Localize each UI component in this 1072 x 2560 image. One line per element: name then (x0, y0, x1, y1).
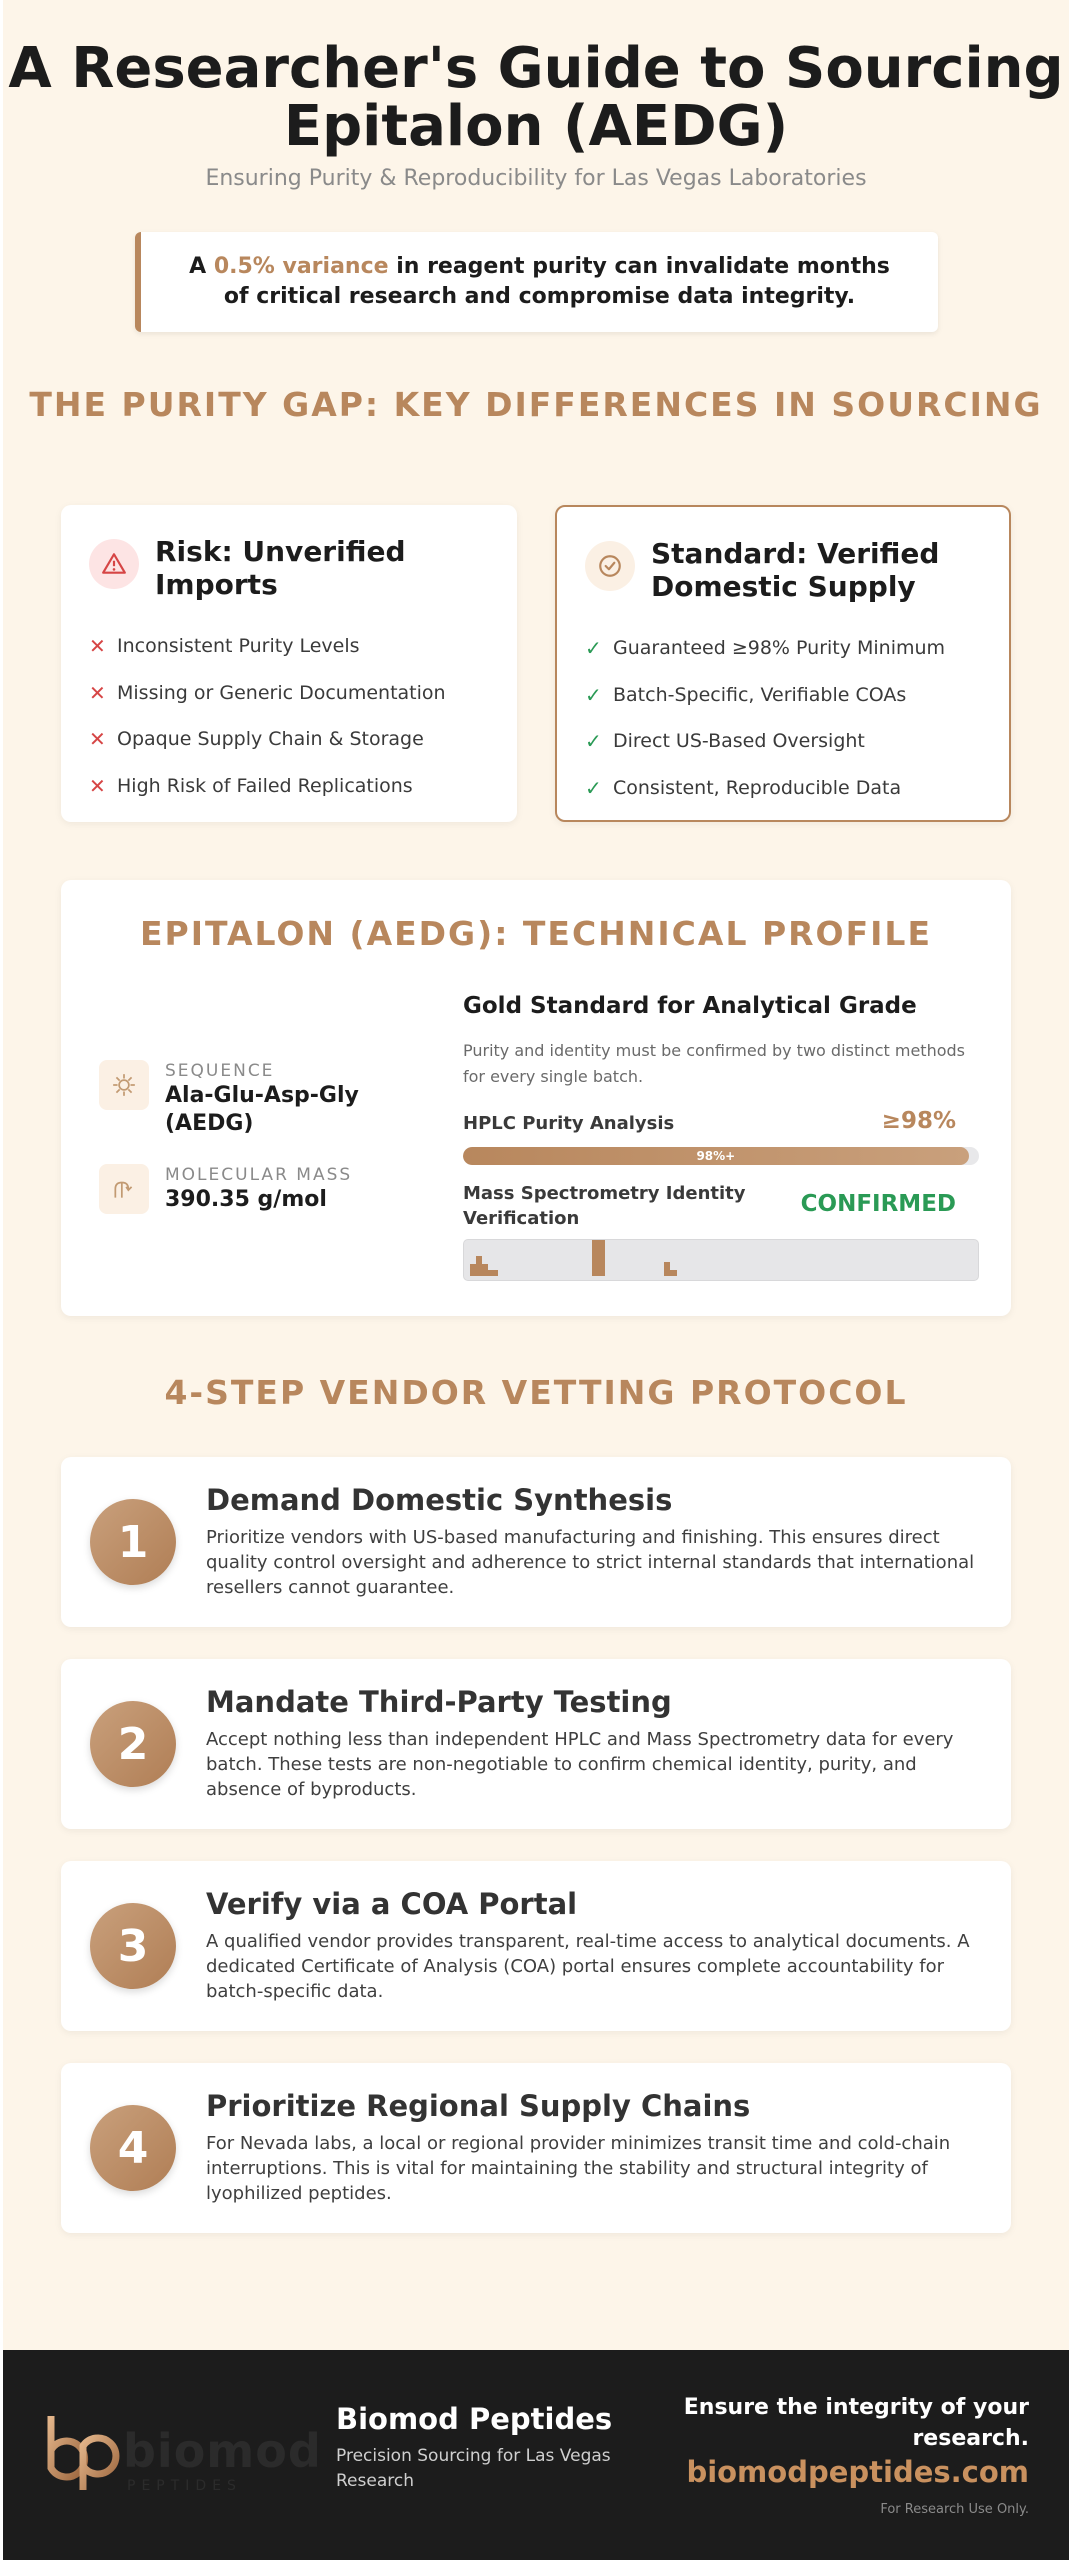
step-title: Demand Domestic Synthesis (206, 1483, 673, 1517)
mass-spectrum-graphic (463, 1239, 979, 1281)
list-item (89, 623, 489, 670)
step-card (61, 1659, 1011, 1829)
sequence-value: Ala-Glu-Asp-Gly (AEDG) (165, 1083, 359, 1136)
callout-prefix: A (189, 254, 214, 279)
research-use-note: For Research Use Only. (880, 2502, 1029, 2517)
list-item-text: Guaranteed ≥98% Purity Minimum (613, 637, 946, 660)
hplc-value: ≥98% (881, 1108, 956, 1134)
check-circle-icon (585, 541, 635, 591)
step-title: Prioritize Regional Supply Chains (206, 2089, 751, 2123)
ms-label: Mass Spectrometry Identity Verification (463, 1183, 746, 1229)
checkmark-icon: ✓ (585, 636, 602, 661)
step-number-badge: 1 (90, 1499, 176, 1585)
ms-value: CONFIRMED (800, 1191, 956, 1217)
mass-spec (99, 1164, 352, 1214)
list-item-text: Missing or Generic Documentation (117, 681, 446, 704)
hplc-label: HPLC Purity Analysis (463, 1113, 675, 1134)
logo-subtext: PEPTIDES (127, 2478, 242, 2494)
brand-tagline: Precision Sourcing for Las Vegas Research (336, 2446, 611, 2491)
scale-icon (99, 1164, 149, 1214)
hplc-progress-bar (463, 1147, 979, 1165)
standard-list (585, 625, 981, 811)
list-item-text: Direct US-Based Oversight (613, 730, 865, 753)
gold-standard-desc: Purity and identity must be confirmed by two distinct methods for every single batch. (463, 1041, 965, 1086)
step-card (61, 2063, 1011, 2233)
risk-card (61, 505, 517, 822)
risk-card-title: Risk: Unverified Imports (155, 535, 406, 601)
callout-suffix: in reagent purity can invalidate months of critical research and compromise data integrity. (223, 254, 890, 309)
list-item-text: High Risk of Failed Replications (117, 774, 413, 797)
technical-profile-heading: EPITALON (AEDG): TECHNICAL PROFILE (139, 914, 933, 953)
hplc-progress-fill: 98%+ (463, 1147, 969, 1165)
step-card (61, 1457, 1011, 1627)
page (3, 0, 1069, 2560)
list-item (89, 670, 489, 717)
mass-label: MOLECULAR MASS (165, 1165, 353, 1185)
list-item-text: Batch-Specific, Verifiable COAs (613, 683, 907, 706)
list-item (585, 718, 981, 765)
variance-callout (135, 232, 938, 332)
footer-cta: Ensure the integrity of your research. (683, 2395, 1029, 2451)
risk-list (89, 623, 489, 809)
checkmark-icon: ✓ (585, 682, 602, 707)
standard-card-header (585, 537, 981, 603)
callout-text (181, 252, 898, 312)
x-mark-icon: ✕ (89, 773, 106, 798)
step-description: A qualified vendor provides transparent, real-time access to analytical documents. A dedicated Certificate of Analysis (COA) portal ensures complete accountability for batch-specific data. (206, 1931, 970, 2002)
gold-standard-title: Gold Standard for Analytical Grade (463, 993, 917, 1019)
molecule-icon (99, 1060, 149, 1110)
list-item-text: Inconsistent Purity Levels (117, 635, 360, 658)
list-item (89, 716, 489, 763)
step-number-badge: 3 (90, 1903, 176, 1989)
standard-card-title: Standard: Verified Domestic Supply (651, 537, 940, 603)
checkmark-icon: ✓ (585, 775, 602, 800)
step-number-badge: 2 (90, 1701, 176, 1787)
sequence-label: SEQUENCE (165, 1061, 275, 1081)
list-item-text: Opaque Supply Chain & Storage (117, 728, 424, 751)
sequence-spec (99, 1060, 385, 1138)
x-mark-icon: ✕ (89, 634, 106, 659)
x-mark-icon: ✕ (89, 680, 106, 705)
step-description: Accept nothing less than independent HPLC and Mass Spectrometry data for every batch. These tests are non-negotiable to confirm chemical identity, purity, and absence of byproducts. (206, 1729, 954, 1800)
list-item (585, 625, 981, 672)
mass-value: 390.35 g/mol (165, 1187, 327, 1212)
step-description: For Nevada labs, a local or regional provider minimizes transit time and cold-chain interruptions. This is vital for maintaining the stability and structural integrity of lyophilized peptides. (206, 2133, 951, 2204)
checkmark-icon: ✓ (585, 729, 602, 754)
footer (3, 2350, 1069, 2560)
standard-card (555, 505, 1011, 822)
x-mark-icon: ✕ (89, 727, 106, 752)
logo-wordmark: biomod (123, 2424, 322, 2478)
page-subtitle: Ensuring Purity & Reproducibility for Las Vegas Laboratories (205, 166, 867, 191)
step-title: Mandate Third-Party Testing (206, 1685, 672, 1719)
callout-highlight: 0.5% variance (213, 254, 389, 279)
step-description: Prioritize vendors with US-based manufacturing and finishing. This ensures direct quality control oversight and adherence to strict internal standards that international resellers cannot guarantee. (206, 1527, 975, 1598)
list-item (89, 763, 489, 810)
biomod-logo (43, 2410, 323, 2504)
step-card (61, 1861, 1011, 2031)
website-link[interactable]: biomodpeptides.com (686, 2455, 1029, 2489)
brand-name: Biomod Peptides (336, 2402, 613, 2436)
warning-triangle-icon (89, 539, 139, 589)
purity-gap-heading: THE PURITY GAP: KEY DIFFERENCES IN SOURCING (29, 385, 1043, 424)
list-item (585, 765, 981, 812)
list-item (585, 672, 981, 719)
page-title: A Researcher's Guide to Sourcing Epitalon (AEDG) (8, 36, 1064, 159)
risk-card-header (89, 535, 489, 601)
step-title: Verify via a COA Portal (206, 1887, 578, 1921)
protocol-heading: 4-STEP VENDOR VETTING PROTOCOL (164, 1373, 908, 1412)
list-item-text: Consistent, Reproducible Data (613, 776, 902, 799)
step-number-badge: 4 (90, 2105, 176, 2191)
